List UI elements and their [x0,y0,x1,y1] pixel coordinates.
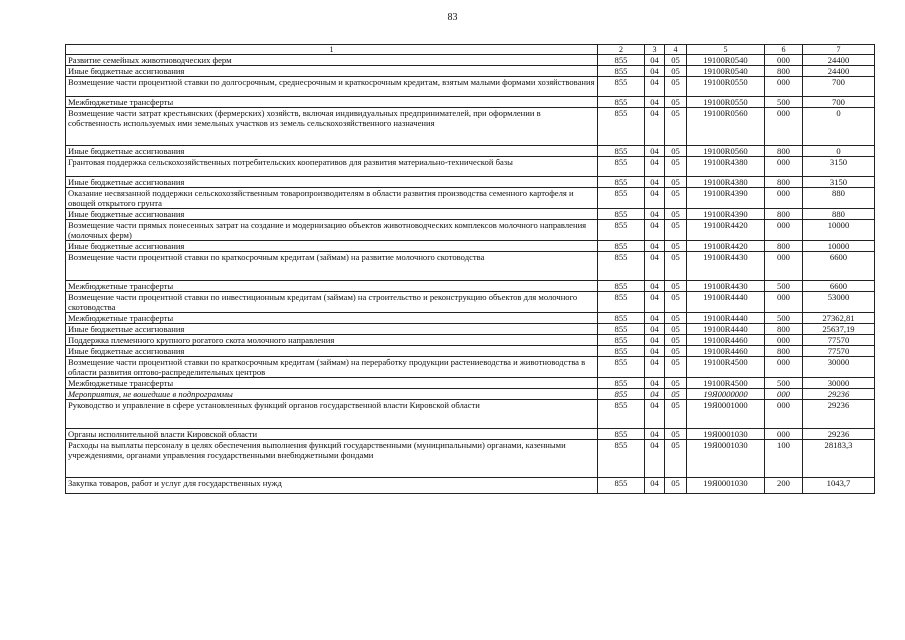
row-name: Органы исполнительной власти Кировской области [66,429,598,440]
row-ministry-code: 855 [598,400,645,429]
row-section: 04 [645,292,665,313]
row-target-article: 19100R0540 [687,66,765,77]
col-header: 1 [66,45,598,55]
row-ministry-code: 855 [598,209,645,220]
row-subsection: 05 [665,357,687,378]
row-target-article: 19100R4430 [687,281,765,292]
table-row [66,66,875,77]
row-expense-type: 100 [765,440,803,478]
table-row [66,292,875,313]
row-ministry-code: 855 [598,220,645,241]
row-section: 04 [645,429,665,440]
row-section: 04 [645,281,665,292]
row-target-article: 19100R4440 [687,313,765,324]
row-expense-type: 500 [765,313,803,324]
row-target-article: 19Я0001030 [687,478,765,494]
row-amount: 700 [803,97,875,108]
table-row [66,252,875,281]
row-subsection: 05 [665,478,687,494]
table-row [66,313,875,324]
row-ministry-code: 855 [598,478,645,494]
row-name: Иные бюджетные ассигнования [66,177,598,188]
row-section: 04 [645,97,665,108]
row-name: Межбюджетные трансферты [66,313,598,324]
row-name: Руководство и управление в сфере установленных функций органов государственной власти Кировской области [66,400,598,429]
row-amount: 880 [803,188,875,209]
row-name: Возмещение части процентной ставки по краткосрочным кредитам (займам) на развитие молочного скотоводства [66,252,598,281]
row-amount: 29236 [803,389,875,400]
row-target-article: 19100R0540 [687,55,765,66]
row-name: Грантовая поддержка сельскохозяйственных потребительских кооперативов для развития материально-технической базы [66,157,598,177]
row-section: 04 [645,108,665,146]
row-target-article: 19100R0550 [687,97,765,108]
row-amount: 0 [803,146,875,157]
row-amount: 3150 [803,157,875,177]
row-section: 04 [645,357,665,378]
row-name: Поддержка племенного крупного рогатого скота молочного направления [66,335,598,346]
row-amount: 0 [803,108,875,146]
row-amount: 77570 [803,346,875,357]
row-expense-type: 000 [765,292,803,313]
row-expense-type: 000 [765,429,803,440]
row-section: 04 [645,389,665,400]
row-section: 04 [645,324,665,335]
row-target-article: 19100R4380 [687,177,765,188]
row-subsection: 05 [665,324,687,335]
table-row [66,400,875,429]
row-expense-type: 000 [765,389,803,400]
row-target-article: 19Я0000000 [687,389,765,400]
row-expense-type: 000 [765,77,803,97]
row-section: 04 [645,346,665,357]
row-expense-type: 800 [765,66,803,77]
row-target-article: 19Я0001030 [687,440,765,478]
row-subsection: 05 [665,400,687,429]
row-expense-type: 800 [765,324,803,335]
row-subsection: 05 [665,281,687,292]
row-name: Межбюджетные трансферты [66,281,598,292]
table-row [66,440,875,478]
row-name: Иные бюджетные ассигнования [66,209,598,220]
row-section: 04 [645,157,665,177]
table-row [66,389,875,400]
row-amount: 24400 [803,55,875,66]
row-expense-type: 800 [765,209,803,220]
row-target-article: 19100R4500 [687,357,765,378]
row-expense-type: 000 [765,335,803,346]
row-ministry-code: 855 [598,313,645,324]
row-section: 04 [645,400,665,429]
row-expense-type: 800 [765,177,803,188]
row-section: 04 [645,188,665,209]
row-expense-type: 000 [765,252,803,281]
table-row [66,335,875,346]
row-expense-type: 000 [765,108,803,146]
row-target-article: 19100R4440 [687,324,765,335]
row-target-article: 19Я0001030 [687,429,765,440]
table-row [66,97,875,108]
col-header: 3 [645,45,665,55]
row-amount: 700 [803,77,875,97]
table-row [66,378,875,389]
table-row [66,281,875,292]
row-ministry-code: 855 [598,77,645,97]
row-amount: 880 [803,209,875,220]
table-row [66,220,875,241]
row-section: 04 [645,313,665,324]
row-name: Развитие семейных животноводческих ферм [66,55,598,66]
row-amount: 25637,19 [803,324,875,335]
table-row [66,188,875,209]
row-expense-type: 800 [765,241,803,252]
row-target-article: 19100R0560 [687,146,765,157]
table-row [66,324,875,335]
row-name: Межбюджетные трансферты [66,378,598,389]
row-subsection: 05 [665,292,687,313]
row-target-article: 19Я0001000 [687,400,765,429]
col-header: 4 [665,45,687,55]
row-name: Возмещение части затрат крестьянских (фермерских) хозяйств, включая индивидуальных предпринимателей, при оформлении в собственность используемых ими земельных участков из земель сельскохозяйственного назначения [66,108,598,146]
row-ministry-code: 855 [598,188,645,209]
row-target-article: 19100R4500 [687,378,765,389]
row-name: Возмещение части прямых понесенных затрат на создание и модернизацию объектов животноводческих комплексов молочного направления (молочных ферм) [66,220,598,241]
row-ministry-code: 855 [598,66,645,77]
row-name: Иные бюджетные ассигнования [66,66,598,77]
row-amount: 10000 [803,241,875,252]
col-header: 2 [598,45,645,55]
col-header: 5 [687,45,765,55]
header-row [66,45,875,55]
row-expense-type: 000 [765,400,803,429]
row-ministry-code: 855 [598,97,645,108]
row-subsection: 05 [665,77,687,97]
row-amount: 53000 [803,292,875,313]
row-name: Возмещение части процентной ставки по долгосрочным, среднесрочным и краткосрочным кредитам, взятым малыми формами хозяйствования [66,77,598,97]
row-amount: 1043,7 [803,478,875,494]
row-name: Возмещение части процентной ставки по инвестиционным кредитам (займам) на строительство и реконструкцию объектов для молочного скотоводства [66,292,598,313]
row-name: Межбюджетные трансферты [66,97,598,108]
row-ministry-code: 855 [598,252,645,281]
row-target-article: 19100R4460 [687,335,765,346]
row-subsection: 05 [665,389,687,400]
row-subsection: 05 [665,252,687,281]
row-section: 04 [645,478,665,494]
row-name: Иные бюджетные ассигнования [66,324,598,335]
row-amount: 30000 [803,357,875,378]
row-expense-type: 000 [765,188,803,209]
row-subsection: 05 [665,55,687,66]
row-section: 04 [645,440,665,478]
table-row [66,157,875,177]
row-subsection: 05 [665,429,687,440]
row-amount: 24400 [803,66,875,77]
row-name: Иные бюджетные ассигнования [66,241,598,252]
table-row [66,357,875,378]
row-subsection: 05 [665,313,687,324]
row-amount: 30000 [803,378,875,389]
row-expense-type: 500 [765,281,803,292]
row-expense-type: 800 [765,346,803,357]
row-section: 04 [645,209,665,220]
row-expense-type: 000 [765,220,803,241]
row-subsection: 05 [665,188,687,209]
row-ministry-code: 855 [598,157,645,177]
row-target-article: 19100R4440 [687,292,765,313]
row-section: 04 [645,77,665,97]
row-ministry-code: 855 [598,177,645,188]
row-expense-type: 500 [765,378,803,389]
row-section: 04 [645,66,665,77]
row-ministry-code: 855 [598,389,645,400]
row-name: Расходы на выплаты персоналу в целях обеспечения выполнения функций государственными (муниципальными) органами, казенными учреждениями, органами управления государственными внебюджетными фондами [66,440,598,478]
row-section: 04 [645,252,665,281]
col-header: 6 [765,45,803,55]
row-amount: 27362,81 [803,313,875,324]
row-target-article: 19100R4460 [687,346,765,357]
row-expense-type: 200 [765,478,803,494]
row-target-article: 19100R4390 [687,209,765,220]
row-subsection: 05 [665,209,687,220]
budget-table [65,44,875,494]
row-expense-type: 000 [765,157,803,177]
row-ministry-code: 855 [598,335,645,346]
row-ministry-code: 855 [598,292,645,313]
row-target-article: 19100R0550 [687,77,765,97]
row-ministry-code: 855 [598,146,645,157]
table-row [66,77,875,97]
table-row [66,209,875,220]
page-number: 83 [447,12,458,23]
table-row [66,346,875,357]
row-amount: 3150 [803,177,875,188]
row-subsection: 05 [665,66,687,77]
table-row [66,55,875,66]
table-row [66,108,875,146]
row-ministry-code: 855 [598,440,645,478]
row-amount: 29236 [803,400,875,429]
row-subsection: 05 [665,146,687,157]
row-ministry-code: 855 [598,241,645,252]
row-subsection: 05 [665,241,687,252]
row-target-article: 19100R4390 [687,188,765,209]
row-section: 04 [645,378,665,389]
row-amount: 77570 [803,335,875,346]
row-name: Оказание несвязанной поддержки сельскохозяйственным товаропроизводителям в области развития производства семенного картофеля и овощей открытого грунта [66,188,598,209]
row-ministry-code: 855 [598,281,645,292]
row-amount: 28183,3 [803,440,875,478]
row-expense-type: 000 [765,55,803,66]
row-subsection: 05 [665,97,687,108]
row-amount: 6600 [803,281,875,292]
row-ministry-code: 855 [598,429,645,440]
row-subsection: 05 [665,108,687,146]
row-expense-type: 500 [765,97,803,108]
row-expense-type: 000 [765,357,803,378]
row-target-article: 19100R4420 [687,220,765,241]
table-row [66,241,875,252]
row-section: 04 [645,55,665,66]
row-name: Закупка товаров, работ и услуг для государственных нужд [66,478,598,494]
row-subsection: 05 [665,346,687,357]
row-section: 04 [645,177,665,188]
row-ministry-code: 855 [598,346,645,357]
row-amount: 6600 [803,252,875,281]
table-row [66,146,875,157]
row-subsection: 05 [665,440,687,478]
row-section: 04 [645,241,665,252]
row-subsection: 05 [665,177,687,188]
row-subsection: 05 [665,335,687,346]
row-name: Иные бюджетные ассигнования [66,146,598,157]
row-section: 04 [645,146,665,157]
row-subsection: 05 [665,220,687,241]
row-amount: 29236 [803,429,875,440]
table-row [66,478,875,494]
table-row [66,177,875,188]
row-section: 04 [645,220,665,241]
row-ministry-code: 855 [598,357,645,378]
row-ministry-code: 855 [598,108,645,146]
row-expense-type: 800 [765,146,803,157]
table-row [66,429,875,440]
row-target-article: 19100R4430 [687,252,765,281]
row-ministry-code: 855 [598,55,645,66]
row-target-article: 19100R4380 [687,157,765,177]
row-target-article: 19100R0560 [687,108,765,146]
col-header: 7 [803,45,875,55]
row-section: 04 [645,335,665,346]
row-subsection: 05 [665,378,687,389]
row-name: Иные бюджетные ассигнования [66,346,598,357]
row-ministry-code: 855 [598,324,645,335]
row-ministry-code: 855 [598,378,645,389]
row-amount: 10000 [803,220,875,241]
row-target-article: 19100R4420 [687,241,765,252]
row-name: Возмещение части процентной ставки по краткосрочным кредитам (займам) на переработку продукции растениеводства и животноводства в области развития оптово-распределительных центров [66,357,598,378]
row-subsection: 05 [665,157,687,177]
row-name: Мероприятия, не вошедшие в подпрограммы [66,389,598,400]
